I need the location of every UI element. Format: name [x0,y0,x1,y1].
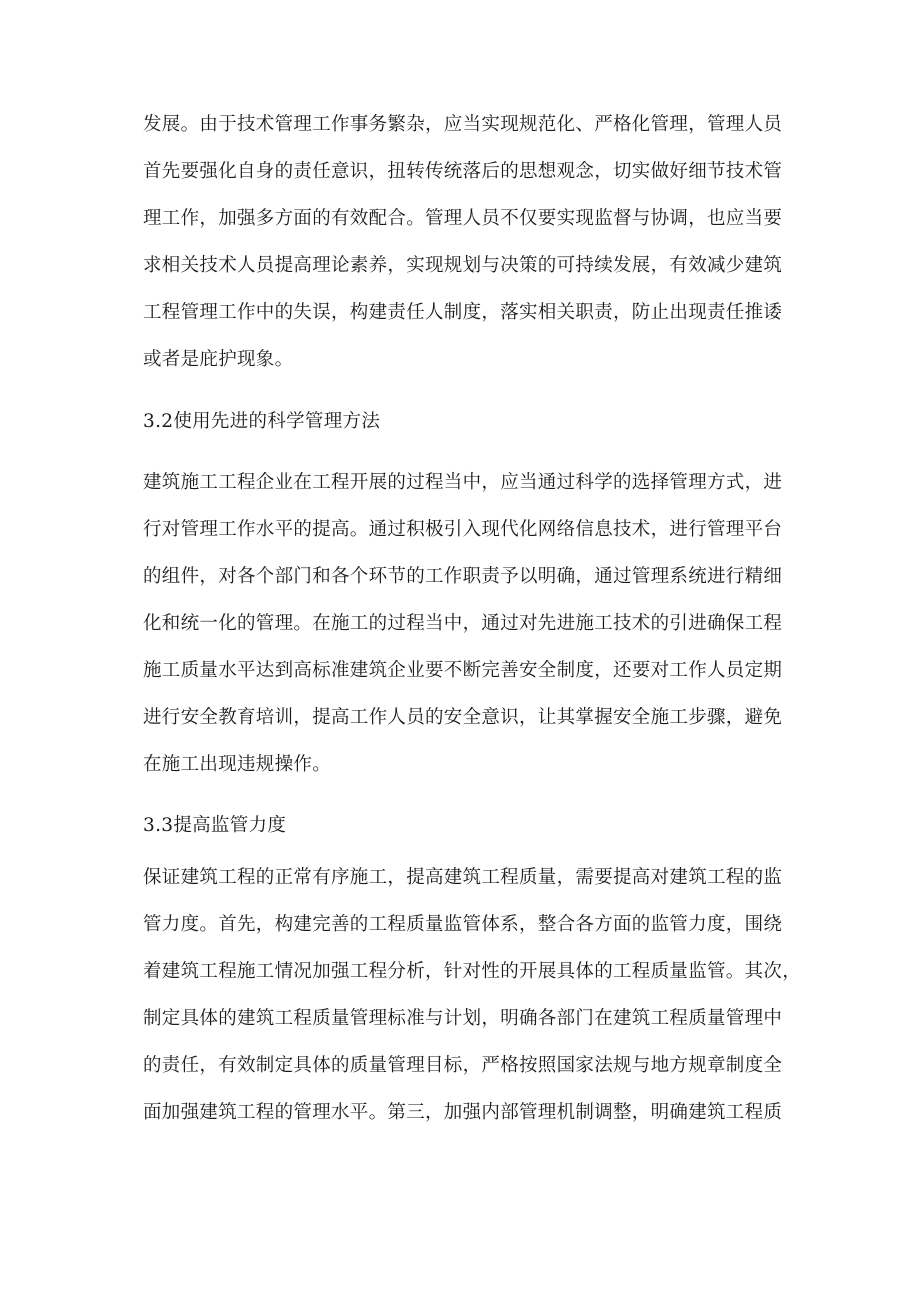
text-line: 理工作，加强多方面的有效配合。管理人员不仅要实现监督与协调，也应当要 [143,208,783,229]
text-line: 化和统一化的管理。在施工的过程当中，通过对先进施工技术的引进确保工程 [143,613,783,634]
text-line: 首先要强化自身的责任意识，扭转传统落后的思想观念，切实做好细节技术管 [143,161,783,182]
text-line: 行对管理工作水平的提高。通过积极引入现代化网络信息技术，进行管理平台 [143,519,783,540]
text-line: 在施工出现违规操作。 [143,754,332,775]
text-line: 保证建筑工程的正常有序施工，提高建筑工程质量，需要提高对建筑工程的监 [143,867,783,888]
text-line: 施工质量水平达到高标准建筑企业要不断完善安全制度，还要对工作人员定期 [143,660,783,681]
text-line: 发展。由于技术管理工作事务繁杂，应当实现规范化、严格化管理，管理人员 [143,114,783,135]
text-line: 管力度。首先，构建完善的工程质量监管体系，整合各方面的监管力度，围绕 [143,914,783,935]
text-line: 的组件，对各个部门和各个环节的工作职责予以明确，通过管理系统进行精细 [143,566,783,587]
text-line: 制定具体的建筑工程质量管理标准与计划，明确各部门在建筑工程质量管理中 [143,1008,783,1029]
text-line: 面加强建筑工程的管理水平。第三，加强内部管理机制调整，明确建筑工程质 [143,1102,783,1123]
section-heading: 3.3提高监管力度 [143,815,287,836]
section-heading: 3.2使用先进的科学管理方法 [143,411,381,432]
text-line: 求相关技术人员提高理论素养，实现规划与决策的可持续发展，有效减少建筑 [143,255,783,276]
text-line: 或者是庇护现象。 [143,349,294,370]
text-line: 的责任，有效制定具体的质量管理目标，严格按照国家法规与地方规章制度全 [143,1055,783,1076]
text-line: 工程管理工作中的失误，构建责任人制度，落实相关职责，防止出现责任推诿 [143,302,783,323]
text-line: 着建筑工程施工情况加强工程分析，针对性的开展具体的工程质量监管。其次， [143,961,802,982]
text-line: 建筑施工工程企业在工程开展的过程当中，应当通过科学的选择管理方式，进 [143,472,783,493]
text-line: 进行安全教育培训，提高工作人员的安全意识，让其掌握安全施工步骤，避免 [143,707,783,728]
